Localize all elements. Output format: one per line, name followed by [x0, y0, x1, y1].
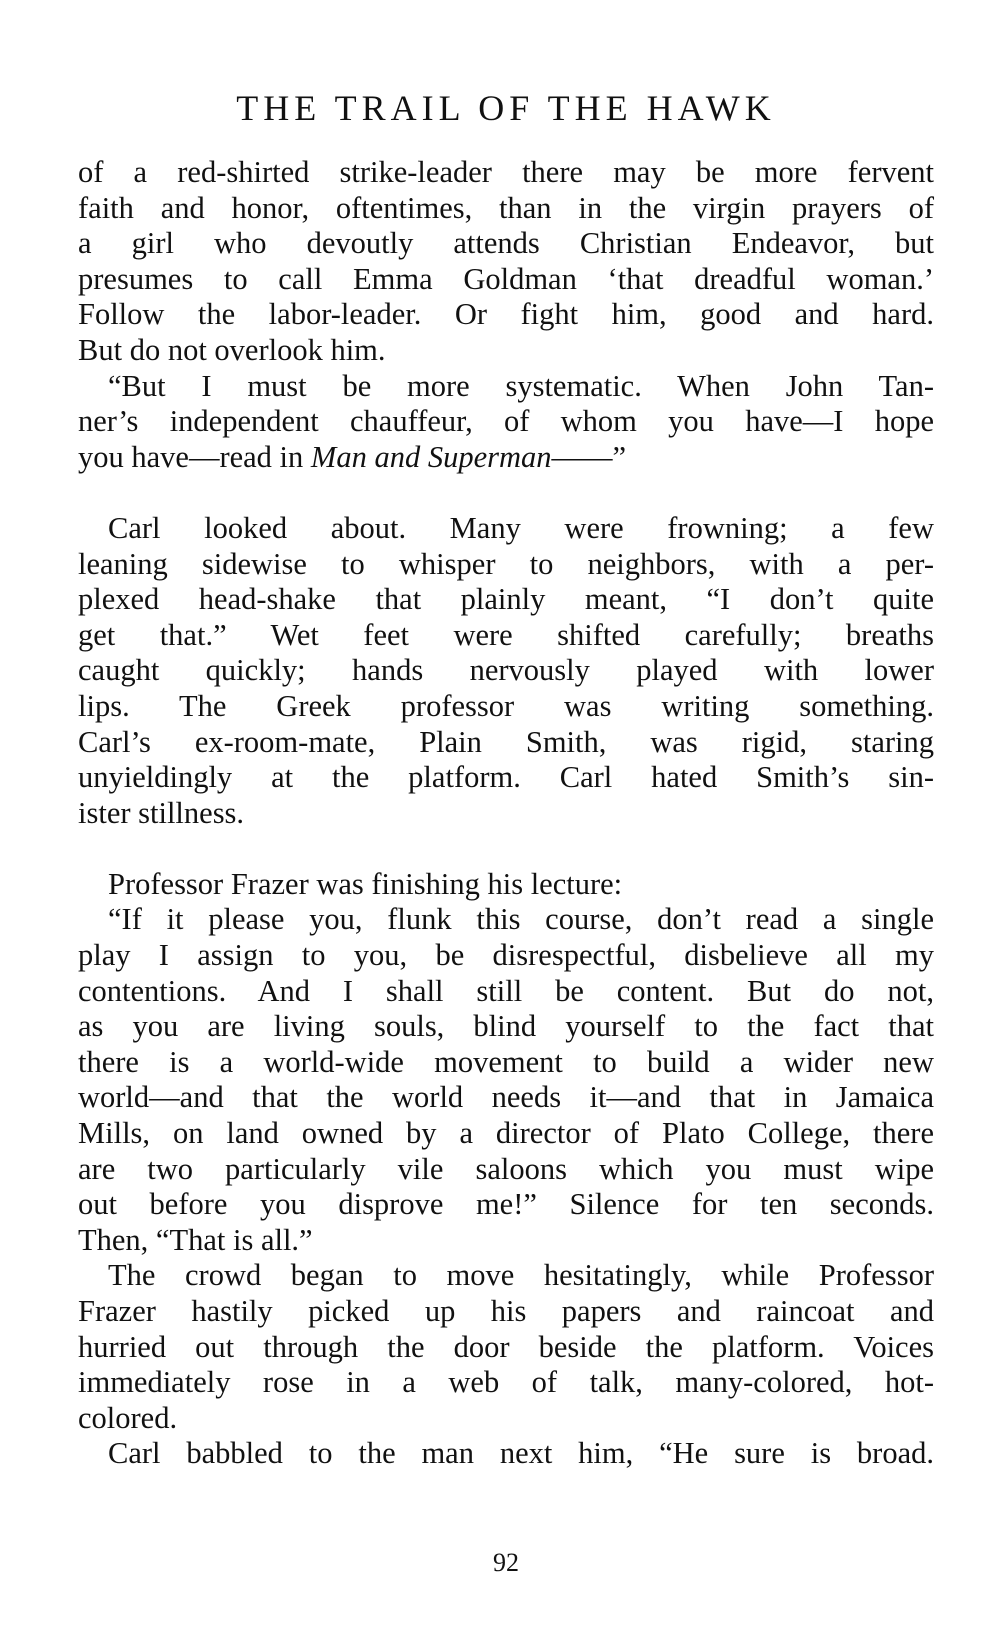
- text-line: Carl looked about. Many were frowning; a few: [108, 510, 934, 545]
- text-line: as you are living souls, blind yourself to the fact that: [78, 1009, 934, 1044]
- text-line: of a red-shirted strike-leader there may be more fervent: [78, 155, 934, 189]
- text-line: ner’s independent chauffeur, of whom you have—I hope: [78, 404, 934, 439]
- page-number: 92: [493, 1548, 519, 1577]
- text-line: there is a world-wide movement to build a wider new: [78, 1044, 934, 1079]
- text-line: Follow the labor-leader. Or fight him, good and hard.: [78, 297, 934, 332]
- text-line: play I assign to you, be disrespectful, disbelieve all my: [78, 938, 934, 973]
- text-line: Carl babbled to the man next him, “He sure is broad.: [108, 1436, 934, 1471]
- text-line: Then, “That is all.”: [78, 1222, 313, 1257]
- body-text: [78, 155, 934, 1472]
- text-line: are two particularly vile saloons which you must wipe: [78, 1151, 934, 1186]
- text-line: colored.: [78, 1400, 178, 1435]
- text-line: get that.” Wet feet were shifted carefully; breaths: [78, 617, 934, 652]
- text-line: “If it please you, flunk this course, don’t read a single: [108, 902, 934, 937]
- text-line: Mills, on land owned by a director of Plato College, there: [78, 1116, 934, 1151]
- text-line: unyieldingly at the platform. Carl hated Smith’s sin-: [78, 760, 934, 795]
- text-line: [78, 440, 934, 476]
- text-line: faith and honor, oftentimes, than in the virgin prayers of: [78, 190, 934, 225]
- text-line: contentions. And I shall still be content. But do not,: [78, 973, 934, 1008]
- text-segment: you have—read in: [78, 439, 311, 474]
- text-line: leaning sidewise to whisper to neighbors, with a per-: [78, 546, 934, 581]
- text-line: Carl’s ex-room-mate, Plain Smith, was rigid, staring: [78, 724, 934, 759]
- text-line: presumes to call Emma Goldman ‘that dreadful woman.’: [78, 261, 934, 296]
- text-segment: ——”: [551, 439, 627, 474]
- text-line: plexed head-shake that plainly meant, “I don’t quite: [78, 582, 934, 617]
- text-line: a girl who devoutly attends Christian Endeavor, but: [78, 226, 934, 261]
- text-line: “But I must be more systematic. When John Tan-: [108, 368, 934, 403]
- text-line: world—and that the world needs it—and that in Jamaica: [78, 1080, 934, 1115]
- text-line: lips. The Greek professor was writing something.: [78, 688, 934, 723]
- book-page: [78, 0, 934, 1650]
- text-line: The crowd began to move hesitatingly, while Professor: [108, 1258, 934, 1293]
- running-head: THE TRAIL OF THE HAWK: [236, 88, 776, 128]
- text-line: But do not overlook him.: [78, 332, 386, 367]
- text-line: hurried out through the door beside the platform. Voices: [78, 1329, 934, 1364]
- paragraph-gap: [78, 831, 934, 867]
- text-line: Professor Frazer was finishing his lecture:: [108, 866, 623, 901]
- text-line: Frazer hastily picked up his papers and raincoat and: [78, 1294, 934, 1328]
- text-line: out before you disprove me!” Silence for ten seconds.: [78, 1187, 934, 1222]
- text-line: caught quickly; hands nervously played with lower: [78, 653, 934, 688]
- text-line: immediately rose in a web of talk, many-colored, hot-: [78, 1365, 934, 1400]
- book-title: Man and Superman: [310, 439, 552, 474]
- text-line: ister stillness.: [78, 795, 245, 830]
- paragraph-gap: [78, 475, 934, 511]
